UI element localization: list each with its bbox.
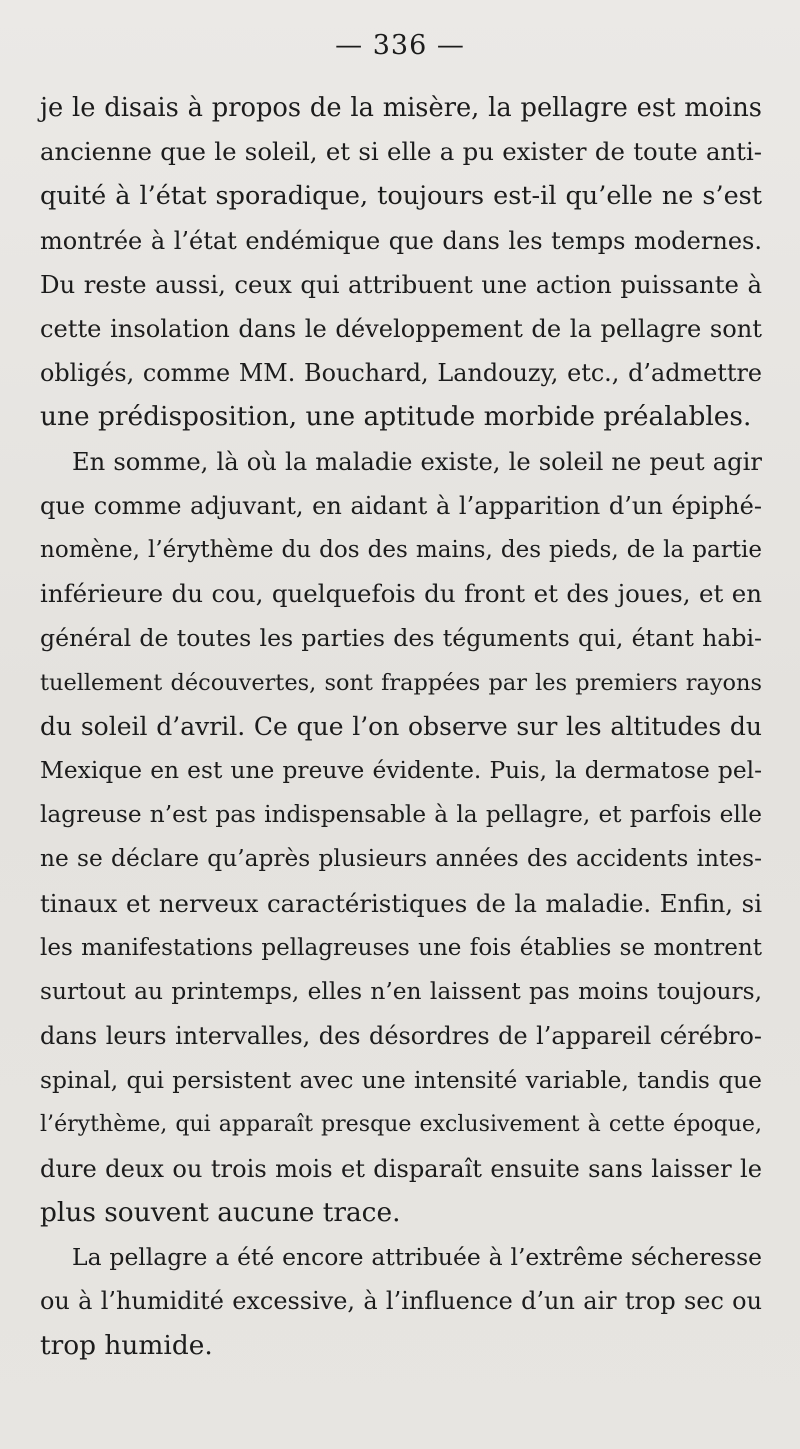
text-line: surtout au printemps, elles n’en laissent pas moins toujours, (40, 978, 762, 1006)
text-line: quité à l’état sporadique, toujours est-il qu’elle ne s’est (40, 181, 762, 212)
text-line: La pellagre a été encore attribuée à l’extrême sécheresse (72, 1243, 762, 1272)
text-line: général de toutes les parties des téguments qui, étant habi- (40, 624, 762, 653)
text-line: que comme adjuvant, en aidant à l’apparition d’un épiphé- (40, 491, 762, 520)
text-line: dure deux ou trois mois et disparaît ensuite sans laisser le (40, 1154, 762, 1183)
text-line: tinaux et nerveux caractéristiques de la maladie. Enfin, si (40, 888, 762, 918)
text-line: Mexique en est une preuve évidente. Puis, la dermatose pel- (40, 757, 762, 785)
text-line: ou à l’humidité excessive, à l’influence d’un air trop sec ou (40, 1287, 762, 1316)
text-line: En somme, là où la maladie existe, le soleil ne peut agir (72, 447, 762, 476)
paragraph (40, 1235, 762, 1368)
text-line: cette insolation dans le développement de la pellagre sont (40, 315, 762, 344)
text-line: ne se déclare qu’après plusieurs années des accidents intes- (40, 845, 762, 873)
body-text (40, 86, 762, 1368)
text-line: lagreuse n’est pas indispensable à la pellagre, et parfois elle (40, 801, 762, 829)
text-line: l’érythème, qui apparaît presque exclusivement à cette époque, (40, 1111, 762, 1137)
page-number: — 336 — (335, 30, 465, 61)
text-line: obligés, comme MM. Bouchard, Landouzy, etc., d’admettre (40, 359, 762, 388)
text-line: trop humide. (40, 1329, 213, 1361)
text-line: plus souvent aucune trace. (40, 1197, 401, 1229)
text-line: tuellement découvertes, sont frappées par les premiers rayons (40, 669, 762, 696)
text-line: inférieure du cou, quelquefois du front et des joues, et en (40, 579, 762, 609)
text-line: montrée à l’état endémique que dans les temps modernes. (40, 226, 762, 255)
text-line: Du reste aussi, ceux qui attribuent une action puissante à (40, 269, 762, 299)
paragraph (40, 440, 762, 1236)
text-line: spinal, qui persistent avec une intensité variable, tandis que (40, 1066, 762, 1095)
text-line: je le disais à propos de la misère, la pellagre est moins (40, 93, 762, 123)
text-line: les manifestations pellagreuses une fois établies se montrent (40, 934, 762, 961)
text-line: ancienne que le soleil, et si elle a pu exister de toute anti- (40, 137, 762, 167)
text-line: du soleil d’avril. Ce que l’on observe sur les altitudes du (40, 711, 762, 741)
text-line: dans leurs intervalles, des désordres de l’appareil cérébro- (40, 1022, 762, 1051)
text-line: nomène, l’érythème du dos des mains, des pieds, de la partie (40, 537, 762, 564)
text-line: une prédisposition, une aptitude morbide préalables. (40, 401, 752, 433)
paragraph (40, 86, 762, 440)
